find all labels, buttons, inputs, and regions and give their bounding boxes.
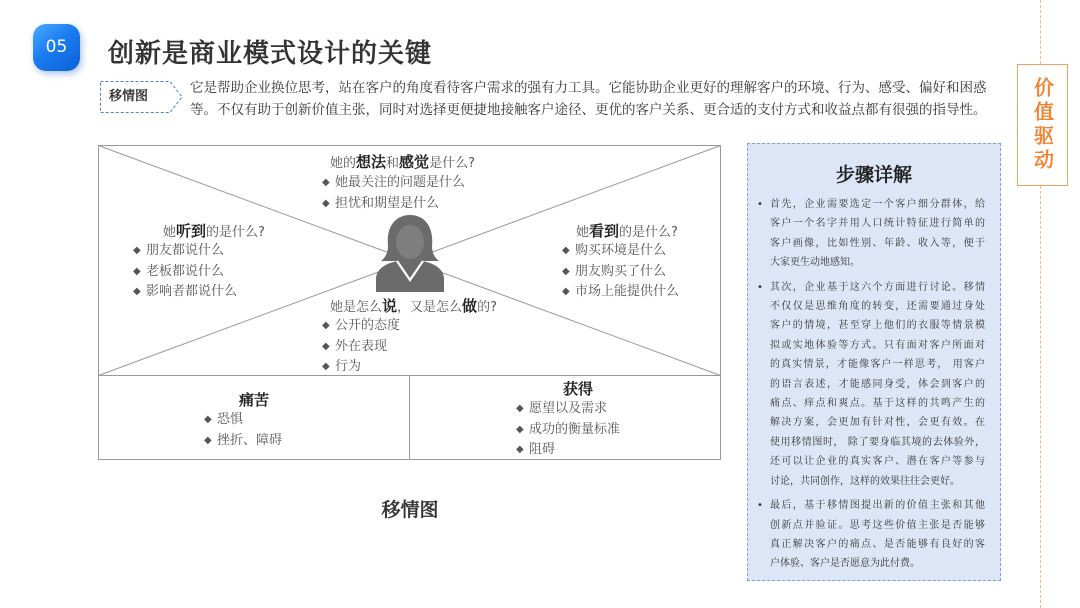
list-item	[322, 173, 465, 194]
step-text-line: 真正解决客户的痛点、是否能够有良好的客	[770, 538, 985, 550]
gain-heading: 获得	[562, 380, 593, 398]
diamond-bullet-icon: ◆	[322, 320, 330, 331]
list-item-text: 市场上能提供什么	[575, 284, 680, 299]
see-list	[562, 241, 679, 303]
step-text-line: 还可以让企业的真实客户、潜在客户等参与	[770, 456, 985, 468]
step-item	[757, 496, 987, 574]
page-title: 创新是商业模式设计的关键	[108, 39, 433, 69]
heading-text: 的?	[477, 300, 497, 315]
tag-label: 移情图	[109, 89, 149, 104]
step-text-line: 痛点、痒点和爽点。基于这样的共鸣产生的	[770, 398, 985, 410]
step-text-line: 创新点并验证。思考这些价值主张是否能够	[770, 519, 985, 531]
list-item-text: 愿望以及需求	[529, 401, 608, 416]
pain-heading: 痛苦	[238, 391, 269, 409]
side-label-text: 价值驱动	[1030, 77, 1055, 173]
intro-description: 它是帮助企业换位思考，站在客户的角度看待客户需求的强有力工具。它能协助企业更好的理解客户的环境、行为、感受、偏好和困惑等。不仅有助于创新价值主张，同时对选择更便捷地接触客户途径、更优的客户关系、更合适的支付方式和收益点都有很强的指导性。	[190, 80, 987, 118]
step-text-line: 使用移情图时， 除了要身临其境的去体验外，	[770, 436, 985, 448]
step-bullet-icon: •	[757, 281, 763, 293]
diamond-bullet-icon: ◆	[516, 423, 524, 435]
heading-text: 她是怎么	[330, 300, 383, 315]
list-item	[204, 410, 282, 431]
side-dashed-line-bottom	[1040, 186, 1041, 608]
step-text-line: 拟或实地体验等方式。只有面对客户所面对	[770, 339, 985, 351]
heading-text: ，又是怎么	[397, 300, 463, 315]
heading-keyword-think: 想法	[356, 153, 387, 171]
list-item	[322, 357, 400, 378]
section-tag	[99, 80, 185, 114]
step-text-line: 客户画像，比如性别、年龄、收入等，便于	[770, 237, 985, 249]
step-text-line: 讨论，共同创作，这样的效果往往会更好。	[770, 475, 960, 487]
list-item-text: 成功的衡量标准	[529, 421, 621, 437]
diamond-bullet-icon: ◆	[562, 286, 570, 297]
list-item-text: 行为	[335, 359, 362, 374]
steps-panel-title: 步骤详解	[835, 164, 912, 186]
diamond-bullet-icon: ◆	[322, 340, 330, 352]
diagram-caption: 移情图	[381, 499, 439, 521]
list-item	[562, 282, 679, 303]
hear-heading	[163, 221, 265, 243]
diamond-bullet-icon: ◆	[322, 197, 330, 209]
list-item	[322, 337, 400, 358]
step-text-line: 的真实情景，才能像客户一样思考， 用客户	[770, 359, 985, 371]
list-item-text: 公开的态度	[335, 318, 401, 333]
heading-text: 的是什么?	[619, 225, 678, 240]
step-text-line: 不仅仅是思维角度的转变，还需要通过身处	[770, 301, 985, 313]
list-item-text: 影响者都说什么	[146, 284, 238, 299]
list-item	[322, 194, 465, 215]
list-item	[133, 282, 237, 303]
side-dashed-line-top	[1040, 0, 1041, 64]
diamond-bullet-icon: ◆	[204, 434, 212, 446]
diamond-bullet-icon: ◆	[562, 245, 570, 256]
step-text-line: 客户一个名字并用人口统计特征进行简单的	[770, 218, 985, 230]
step-text-line: 其次，企业基于这六个方面进行讨论。移情	[770, 281, 985, 293]
heading-keyword-do: 做	[462, 297, 478, 315]
diamond-bullet-icon: ◆	[133, 286, 141, 297]
list-item-text: 外在表现	[335, 338, 388, 354]
list-item	[562, 241, 679, 262]
list-item-text: 老板都说什么	[146, 263, 225, 279]
pain-list	[204, 410, 282, 451]
say-do-heading	[330, 296, 497, 318]
think-feel-list	[322, 173, 465, 214]
heading-text: 她的	[330, 156, 357, 171]
steps-list	[757, 195, 987, 579]
heading-keyword-hear: 听到	[176, 222, 207, 240]
side-label-box	[1017, 64, 1068, 186]
diamond-bullet-icon: ◆	[133, 245, 141, 256]
list-item	[204, 431, 282, 452]
heading-keyword-say: 说	[382, 297, 398, 315]
heading-text: 和	[386, 156, 400, 171]
list-item	[133, 241, 237, 262]
step-item	[757, 278, 987, 491]
step-bullet-icon: •	[757, 500, 763, 512]
person-face	[396, 225, 424, 259]
list-item	[516, 440, 620, 461]
step-text-line: 户体验、客户是否愿意为此付费。	[770, 558, 920, 570]
list-item	[562, 262, 679, 283]
step-text-line: 最后，基于移情图提出新的价值主张和其他	[770, 500, 985, 512]
list-item-text: 担忧和期望是什么	[335, 195, 440, 211]
diamond-bullet-icon: ◆	[516, 444, 524, 455]
heading-keyword-feel: 感觉	[399, 153, 430, 171]
heading-text: 是什么?	[429, 156, 475, 171]
list-item	[322, 316, 400, 337]
section-number: 05	[45, 37, 68, 57]
heading-text: 她	[576, 225, 590, 240]
see-heading	[576, 221, 678, 243]
heading-text: 的是什么?	[206, 225, 265, 240]
diamond-bullet-icon: ◆	[133, 265, 141, 277]
list-item	[516, 399, 620, 420]
diamond-bullet-icon: ◆	[516, 403, 524, 414]
diamond-bullet-icon: ◆	[562, 265, 570, 277]
list-item-text: 挫折、障碍	[217, 432, 283, 448]
think-feel-heading	[330, 152, 475, 174]
say-do-list	[322, 316, 400, 378]
heading-keyword-see: 看到	[589, 222, 620, 240]
step-text-line: 解决方案，会更加有针对性，会更有效。在	[770, 417, 985, 429]
list-item-text: 她最关注的问题是什么	[335, 175, 466, 190]
diamond-bullet-icon: ◆	[322, 361, 330, 372]
hear-list	[133, 241, 237, 303]
section-number-badge	[33, 24, 80, 71]
step-item	[757, 195, 987, 273]
list-item-text: 朋友都说什么	[146, 243, 225, 258]
step-text-line: 大家更生动地感知。	[770, 257, 860, 269]
gain-list	[516, 399, 620, 461]
list-item-text: 朋友购买了什么	[575, 263, 667, 279]
step-text-line: 的语言表述，才能感同身受，体会到客户的	[770, 378, 985, 390]
list-item	[516, 420, 620, 441]
list-item	[133, 262, 237, 283]
diamond-bullet-icon: ◆	[322, 177, 330, 188]
list-item-text: 阻碍	[529, 442, 556, 457]
step-bullet-icon: •	[757, 199, 763, 210]
step-text-line: 首先，企业需要选定一个客户细分群体，给	[770, 199, 985, 210]
list-item-text: 恐惧	[217, 412, 244, 427]
diamond-bullet-icon: ◆	[204, 414, 212, 425]
person-body	[376, 261, 444, 292]
heading-text: 她	[163, 225, 177, 240]
list-item-text: 购买环境是什么	[575, 243, 667, 258]
step-text-line: 客户的情境，甚至穿上他们的衣服等情景模	[770, 320, 985, 332]
